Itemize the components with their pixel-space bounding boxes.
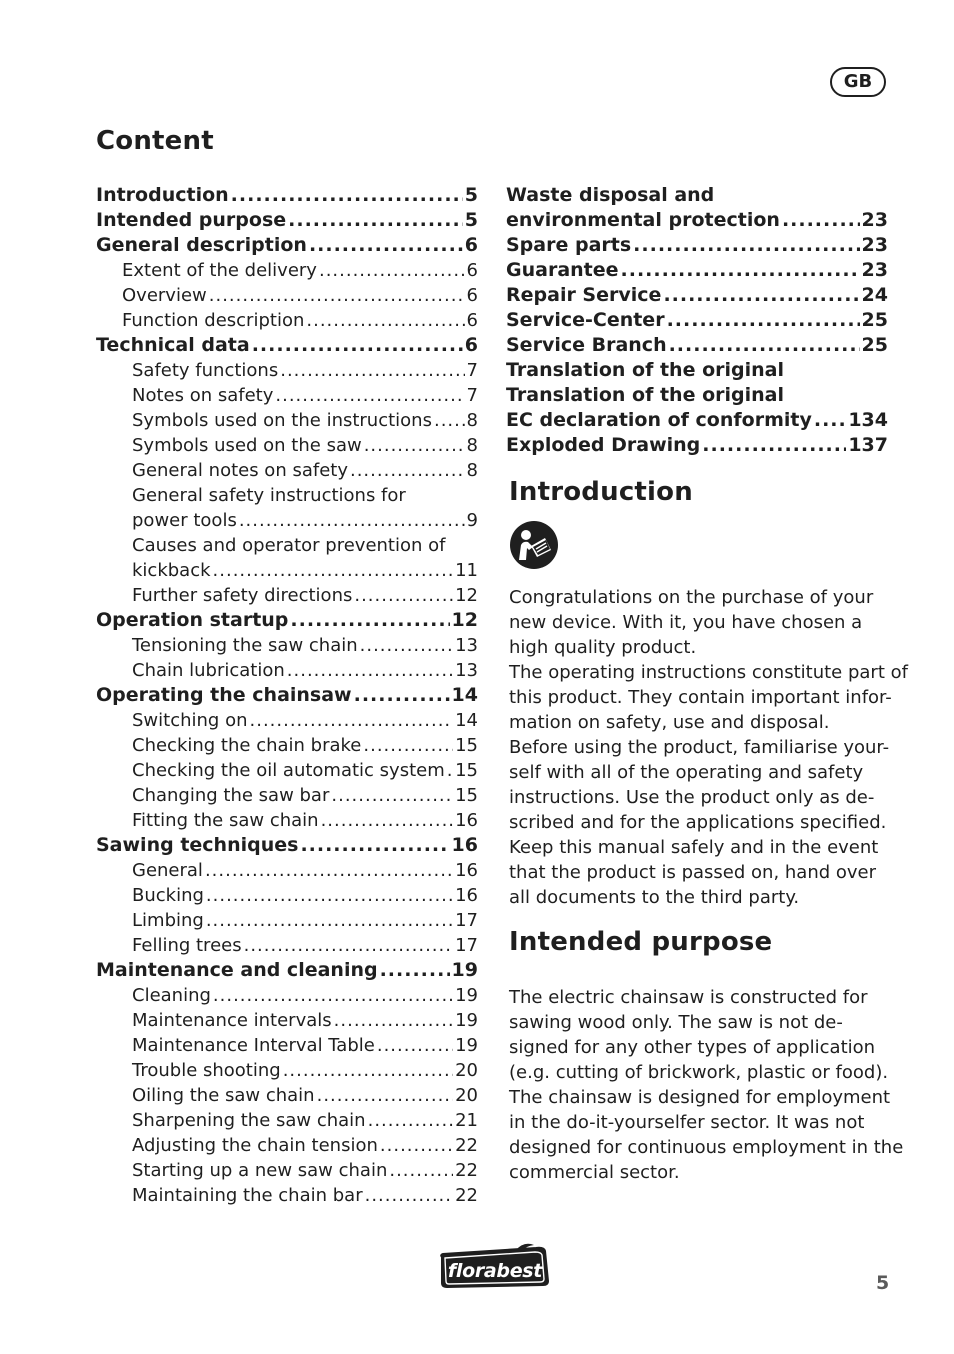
toc-entry-page: 7 — [466, 360, 478, 381]
toc-entry-title: General safety instructions for — [132, 485, 406, 506]
toc-entry-page: 15 — [455, 735, 478, 756]
toc-entry-title: Service Branch — [506, 334, 667, 356]
toc-entry-page: 13 — [455, 660, 478, 681]
text-line: scribed and for the applications specified. — [509, 812, 887, 833]
toc-leader-dots — [250, 708, 454, 733]
text-line: designed for continuous employment in the — [509, 1137, 904, 1158]
toc-entry — [96, 908, 478, 933]
text-line: self with all of the operating and safety — [509, 762, 864, 783]
text-line: The operating instructions constitute part of — [509, 662, 908, 683]
toc-entry — [96, 808, 478, 833]
toc-entry-title: Maintaining the chain bar — [132, 1185, 363, 1206]
toc-leader-dots — [287, 658, 453, 683]
toc-entry-title: Service-Center — [506, 309, 665, 331]
logo-wordmark: florabest — [447, 1260, 543, 1282]
toc-entry-page: 15 — [455, 760, 478, 781]
toc-leader-dots — [205, 858, 453, 883]
intended-purpose-heading: Intended purpose — [509, 927, 773, 957]
toc-entry — [96, 308, 478, 333]
toc-entry-page: 23 — [861, 209, 888, 231]
toc-leader-dots — [275, 383, 464, 408]
text-line: in the do-it-yourselfer sector. It was not — [509, 1112, 865, 1133]
toc-entry-page: 22 — [455, 1185, 478, 1206]
toc-entry — [506, 308, 888, 333]
toc-entry-title: Extent of the delivery — [122, 260, 317, 281]
introduction-heading: Introduction — [509, 477, 693, 507]
toc-leader-dots — [213, 983, 453, 1008]
text-line: The electric chainsaw is constructed for — [509, 987, 868, 1008]
toc-entry-title: Adjusting the chain tension — [132, 1135, 378, 1156]
toc-entry — [96, 1083, 478, 1108]
toc-entry-title: Operation startup — [96, 609, 289, 631]
toc-leader-dots — [633, 233, 859, 258]
toc-leader-dots — [389, 1158, 453, 1183]
toc-entry-title: Symbols used on the saw — [132, 435, 362, 456]
toc-entry-title: EC declaration of conformity — [506, 409, 812, 431]
toc-entry — [96, 608, 478, 633]
toc-entry-title: Exploded Drawing — [506, 434, 701, 456]
toc-entry-page: 22 — [455, 1160, 478, 1181]
toc-entry-title: Repair Service — [506, 284, 662, 306]
toc-left-column — [96, 183, 478, 1208]
toc-entry-page: 19 — [455, 985, 478, 1006]
toc-entry-page: 16 — [455, 885, 478, 906]
toc-entry — [506, 333, 888, 358]
toc-entry-title: General description — [96, 234, 307, 256]
toc-entry-page: 19 — [455, 1010, 478, 1031]
toc-entry-title: power tools — [132, 510, 237, 531]
toc-entry-page: 8 — [466, 435, 478, 456]
toc-entry-page: 8 — [466, 410, 478, 431]
language-badge: GB — [830, 67, 886, 97]
toc-entry — [96, 858, 478, 883]
text-line: The chainsaw is designed for employment — [509, 1087, 891, 1108]
text-line: all documents to the third party. — [509, 887, 800, 908]
introduction-text — [509, 585, 908, 910]
toc-leader-dots — [213, 558, 454, 583]
toc-entry-title: Sharpening the saw chain — [132, 1110, 366, 1131]
toc-entry-page: 20 — [455, 1085, 478, 1106]
toc-entry-page: 6 — [464, 234, 478, 256]
toc-entry-page: 9 — [466, 510, 478, 531]
text-line: Before using the product, familiarise your- — [509, 737, 890, 758]
toc-entry — [96, 958, 478, 983]
toc-entry — [96, 933, 478, 958]
toc-leader-dots — [447, 758, 453, 783]
toc-entry — [506, 283, 888, 308]
toc-entry — [96, 1108, 478, 1133]
toc-entry-page: 15 — [455, 785, 478, 806]
toc-entry-title: Operating the chainsaw — [96, 684, 352, 706]
toc-leader-dots — [317, 1083, 454, 1108]
toc-entry — [506, 258, 888, 283]
toc-leader-dots — [239, 508, 465, 533]
toc-entry-title: Translation of the original — [506, 359, 784, 381]
toc-entry-page: 14 — [455, 710, 478, 731]
toc-leader-dots — [434, 408, 465, 433]
toc-entry — [506, 383, 888, 408]
toc-entry — [96, 1183, 478, 1208]
toc-leader-dots — [365, 1183, 453, 1208]
toc-entry-page: 7 — [466, 385, 478, 406]
toc-entry-title: Technical data — [96, 334, 250, 356]
toc-entry — [96, 783, 478, 808]
toc-entry — [96, 558, 478, 583]
toc-entry-title: Changing the saw bar — [132, 785, 330, 806]
toc-entry-title: Symbols used on the instructions — [132, 410, 432, 431]
toc-leader-dots — [283, 1058, 453, 1083]
toc-entry — [506, 408, 888, 433]
toc-entry-page: 12 — [455, 585, 478, 606]
toc-entry-page: 16 — [455, 810, 478, 831]
toc-entry — [96, 1008, 478, 1033]
toc-entry — [96, 683, 478, 708]
toc-entry-title: Waste disposal and — [506, 184, 715, 206]
toc-entry-page: 19 — [451, 959, 478, 981]
text-line: commercial sector. — [509, 1162, 680, 1183]
toc-leader-dots — [280, 358, 464, 383]
toc-entry — [96, 208, 478, 233]
toc-leader-dots — [206, 908, 453, 933]
toc-entry-title: Intended purpose — [96, 209, 287, 231]
toc-leader-dots — [663, 283, 859, 308]
toc-entry-page: 137 — [848, 434, 888, 456]
toc-entry-title: Further safety directions — [132, 585, 353, 606]
toc-entry — [96, 1058, 478, 1083]
toc-entry-page: 25 — [861, 309, 888, 331]
toc-entry-page: 17 — [455, 910, 478, 931]
toc-entry — [96, 508, 478, 533]
toc-entry-page: 13 — [455, 635, 478, 656]
toc-leader-dots — [300, 833, 449, 858]
intended-purpose-text — [509, 985, 904, 1185]
toc-entry — [96, 983, 478, 1008]
toc-leader-dots — [377, 1033, 453, 1058]
toc-leader-dots — [350, 458, 465, 483]
toc-entry — [96, 833, 478, 858]
read-manual-icon — [509, 520, 559, 570]
toc-entry — [96, 708, 478, 733]
toc-entry-title: Guarantee — [506, 259, 619, 281]
toc-entry-page: 134 — [848, 409, 888, 431]
toc-entry — [96, 483, 478, 508]
toc-entry-page: 5 — [464, 184, 478, 206]
toc-entry-title: Introduction — [96, 184, 229, 206]
toc-entry — [506, 358, 888, 383]
toc-leader-dots — [334, 1008, 453, 1033]
text-line: Congratulations on the purchase of your — [509, 587, 874, 608]
toc-entry — [506, 183, 888, 208]
toc-entry-title: Checking the chain brake — [132, 735, 362, 756]
toc-leader-dots — [306, 308, 464, 333]
toc-leader-dots — [244, 933, 454, 958]
toc-leader-dots — [354, 683, 450, 708]
toc-leader-dots — [667, 308, 860, 333]
toc-leader-dots — [252, 333, 463, 358]
toc-entry-page: 19 — [455, 1035, 478, 1056]
toc-entry-page: 11 — [455, 560, 478, 581]
toc-leader-dots — [360, 633, 453, 658]
text-line: (e.g. cutting of brickwork, plastic or food). — [509, 1062, 889, 1083]
text-line: this product. They contain important infor- — [509, 687, 892, 708]
toc-right-column — [506, 183, 888, 458]
toc-entry — [96, 283, 478, 308]
toc-entry-page: 5 — [464, 209, 478, 231]
toc-entry-page: 21 — [455, 1110, 478, 1131]
toc-leader-dots — [209, 283, 465, 308]
toc-leader-dots — [206, 883, 453, 908]
toc-entry-title: Causes and operator prevention of — [132, 535, 446, 556]
toc-entry-title: Limbing — [132, 910, 204, 931]
toc-entry-page: 24 — [861, 284, 888, 306]
toc-entry-title: Cleaning — [132, 985, 211, 1006]
text-line: instructions. Use the product only as de- — [509, 787, 875, 808]
toc-entry-page: 16 — [451, 834, 478, 856]
toc-entry-title: Maintenance and cleaning — [96, 959, 378, 981]
toc-leader-dots — [321, 808, 454, 833]
toc-entry-title: Translation of the original — [506, 384, 784, 406]
text-line: sawing wood only. The saw is not de- — [509, 1012, 843, 1033]
toc-entry-page: 6 — [466, 260, 478, 281]
toc-leader-dots — [814, 408, 846, 433]
toc-leader-dots — [702, 433, 846, 458]
toc-entry — [96, 658, 478, 683]
toc-entry-title: Switching on — [132, 710, 248, 731]
text-line: signed for any other types of application — [509, 1037, 876, 1058]
toc-entry-title: Spare parts — [506, 234, 632, 256]
toc-entry-title: Function description — [122, 310, 305, 331]
toc-entry-title: Oiling the saw chain — [132, 1085, 315, 1106]
toc-leader-dots — [319, 258, 465, 283]
toc-entry — [96, 883, 478, 908]
toc-leader-dots — [331, 783, 453, 808]
toc-entry-title: Overview — [122, 285, 207, 306]
toc-entry-title: General notes on safety — [132, 460, 348, 481]
toc-leader-dots — [364, 433, 465, 458]
toc-entry-page: 23 — [861, 259, 888, 281]
toc-leader-dots — [368, 1108, 454, 1133]
toc-leader-dots — [621, 258, 860, 283]
page-number: 5 — [876, 1272, 890, 1294]
toc-entry-page: 22 — [455, 1135, 478, 1156]
toc-entry-title: Checking the oil automatic system — [132, 760, 445, 781]
toc-entry-title: Maintenance Interval Table — [132, 1035, 375, 1056]
toc-entry-title: Safety functions — [132, 360, 279, 381]
toc-entry-page: 14 — [451, 684, 478, 706]
toc-leader-dots — [669, 333, 860, 358]
toc-entry — [96, 258, 478, 283]
toc-entry — [96, 358, 478, 383]
toc-leader-dots — [231, 183, 463, 208]
toc-entry-page: 16 — [455, 860, 478, 881]
toc-entry-page: 8 — [466, 460, 478, 481]
text-line: new device. With it, you have chosen a — [509, 612, 863, 633]
toc-entry — [96, 733, 478, 758]
toc-entry — [506, 233, 888, 258]
toc-entry-title: Bucking — [132, 885, 204, 906]
toc-entry — [96, 433, 478, 458]
toc-entry — [96, 233, 478, 258]
toc-entry-title: Sawing techniques — [96, 834, 299, 856]
toc-entry — [96, 1033, 478, 1058]
toc-entry-title: environmental protection — [506, 209, 780, 231]
toc-entry — [506, 208, 888, 233]
toc-leader-dots — [380, 958, 450, 983]
toc-entry-page: 23 — [861, 234, 888, 256]
toc-leader-dots — [309, 233, 463, 258]
toc-entry — [506, 433, 888, 458]
toc-entry — [96, 1133, 478, 1158]
toc-entry-page: 6 — [466, 285, 478, 306]
toc-entry — [96, 758, 478, 783]
toc-entry-title: Chain lubrication — [132, 660, 285, 681]
toc-entry-page: 6 — [466, 310, 478, 331]
toc-entry-title: Starting up a new saw chain — [132, 1160, 388, 1181]
text-line: high quality product. — [509, 637, 697, 658]
toc-leader-dots — [290, 608, 449, 633]
text-line: that the product is passed on, hand over — [509, 862, 877, 883]
toc-entry — [96, 533, 478, 558]
toc-leader-dots — [288, 208, 463, 233]
toc-entry-page: 6 — [464, 334, 478, 356]
toc-entry-title: Notes on safety — [132, 385, 274, 406]
toc-entry-title: Tensioning the saw chain — [132, 635, 358, 656]
toc-entry-title: kickback — [132, 560, 211, 581]
toc-entry — [96, 583, 478, 608]
toc-entry — [96, 408, 478, 433]
content-heading: Content — [96, 126, 214, 156]
toc-leader-dots — [354, 583, 453, 608]
toc-entry-page: 20 — [455, 1060, 478, 1081]
toc-entry — [96, 633, 478, 658]
toc-leader-dots — [363, 733, 453, 758]
toc-entry-page: 25 — [861, 334, 888, 356]
toc-entry-title: Fitting the saw chain — [132, 810, 319, 831]
toc-entry-title: Felling trees — [132, 935, 242, 956]
toc-entry-title: Trouble shooting — [132, 1060, 281, 1081]
toc-leader-dots — [782, 208, 860, 233]
text-line: mation on safety, use and disposal. — [509, 712, 830, 733]
toc-entry — [96, 383, 478, 408]
text-line: Keep this manual safely and in the event — [509, 837, 879, 858]
toc-entry — [96, 458, 478, 483]
toc-entry — [96, 333, 478, 358]
toc-entry-title: General — [132, 860, 203, 881]
toc-entry-page: 12 — [451, 609, 478, 631]
toc-entry — [96, 183, 478, 208]
toc-entry-page: 17 — [455, 935, 478, 956]
toc-entry-title: Maintenance intervals — [132, 1010, 332, 1031]
toc-entry — [96, 1158, 478, 1183]
toc-leader-dots — [380, 1133, 453, 1158]
